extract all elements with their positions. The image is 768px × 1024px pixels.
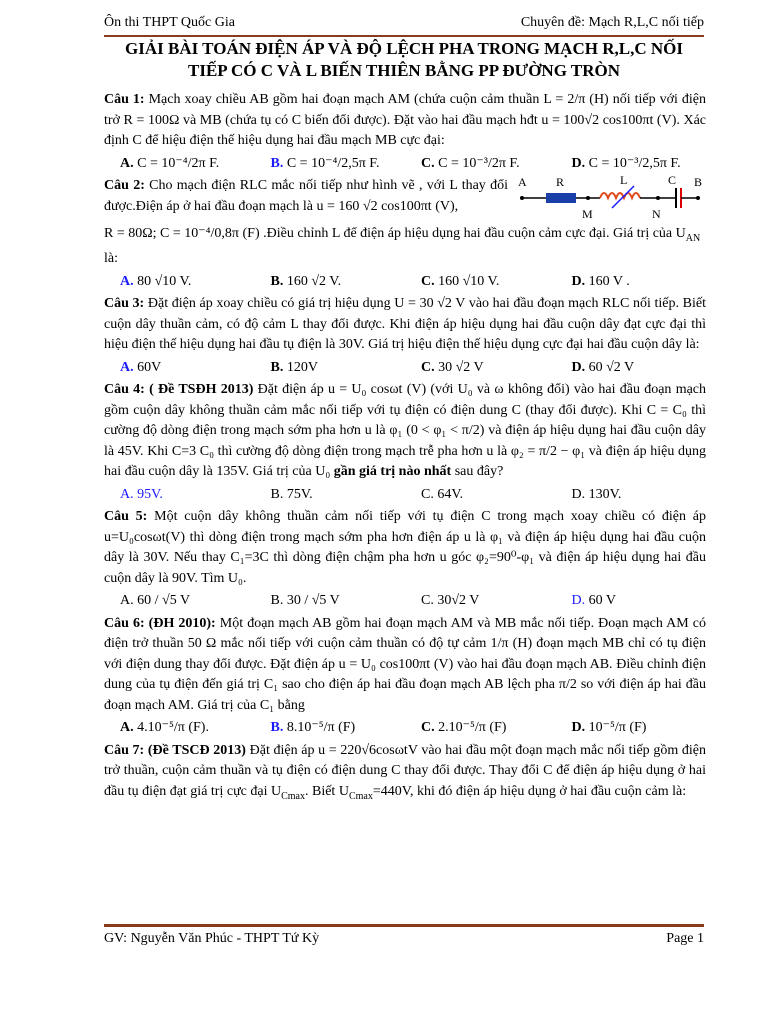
header-left: Ôn thi THPT Quốc Gia [104,15,235,30]
option-a: A. C = 10⁻⁴/2π F. [120,155,220,171]
label-m: M [582,207,593,221]
answer-options [104,272,706,293]
answer-options [104,718,706,739]
option-c: C. 30√2 V [421,593,480,609]
answer-options [104,591,706,612]
rlc-circuit-diagram [516,174,706,224]
question-text: Đặt điện áp u = U₀ cosωt (V) (với U₀ và ω không đổi) vào hai đầu đoạn mạch gồm cuộn dây không thuần cảm mắc nối tiếp với tụ điện có điện dung C (thay đổi được). Khi C = C₀ thì cường độ dòng điện trong mạch sớm pha hơn u là φ₁ (0 < φ₁ < π/2) và điện áp hiệu dụng hai đầu cuộn dây là 45V. Khi C=3 C₀ thì cường độ dòng điện trong mạch trễ pha hơn u là φ₂ = π/2 − φ₁ và điện áp hiệu dụng hai đầu cuộn dây là 135V. Giá trị của U₀ [104,382,707,480]
answer-options [104,485,706,506]
question-label: Câu 6: (ĐH 2010): [104,615,216,631]
option-b: B. 160 √2 V. [270,273,342,289]
option-a: A. 80 √10 V. [120,273,192,289]
answer-options [104,154,706,175]
question-label: Câu 1: [104,92,145,107]
label-c: C [668,174,677,187]
question-text: Đặt điện áp u = 220√6cosωtV vào hai đầu một đoạn mạch mắc nối tiếp gồm điện trở thuần, cuộn cảm thuần và tụ điện có điện dung C thay đổi được. Thay đổi C để điện áp hiệu dụng ở hai đầu tụ điện đạt giá trị cực đại U [104,742,706,799]
resistor-symbol [546,193,576,203]
option-b: B. 120V [270,359,318,375]
label-a: A [518,175,527,189]
question-text: Mạch xoay chiều AB gồm hai đoạn mạch AM (chứa cuộn cảm thuần L = 2/π (H) nối tiếp với điện trở R = 100Ω và MB (chứa tụ có C biến đổi được). Đặt vào hai đầu mạch hđt u = 100√2 cos100πt (V). Xác định C để hiệu điện thế hiệu dụng hai đầu mạch MB cực đại: [104,92,707,148]
option-c: C. 30 √2 V [421,359,484,375]
question-2: A R L C B M N Câu 2: Cho mạch điện RLC mắc nối tiếp như hình vẽ , với L thay đổi được.Điện áp ở hai đầu đoạn mạch là u = 160 √2 cos100πt (V), R = 80Ω; C = 10⁻⁴/0,8π (F) .Điều chỉnh L để điện áp hiệu dụng hai đầu cuộn cảm cực đại. Giá trị của $U_{AN}$ là: [104,176,706,270]
footer-author: GV: Nguyễn Văn Phúc - THPT Tứ Kỳ [104,931,320,946]
question-label: Câu 4: ( Đề TSĐH 2013) [104,382,254,398]
option-b: B. 8.10⁻⁵/π (F) [270,720,356,736]
question-text: Đặt điện áp xoay chiều có giá trị hiệu dụng U = 30 √2 V vào hai đầu đoạn mạch RLC nối tiếp. Biết cuộn dây thuần cảm, có độ cảm L thay đổi được. Khi điện áp hiệu dụng hai đầu cuộn dây đạt cực đại thì hiệu điện thế hiệu dụng hai đầu tụ điện là 30V. Giá trị hiệu điện thế hiệu dụng cực đại hai đầu cuộn dây là: [104,296,707,353]
option-d: D. C = 10⁻³/2,5π F. [571,155,681,171]
option-c: C. 2.10⁻⁵/π (F) [421,720,507,736]
option-d: D. 60 √2 V [571,359,635,375]
inductor-symbol [600,193,640,198]
page-header [104,15,704,37]
document-title: GIẢI BÀI TOÁN ĐIỆN ÁP VÀ ĐỘ LỆCH PHA TRONG MẠCH R,L,C NỐI TIẾP CÓ C VÀ L BIẾN THIÊN BẰNG PP ĐƯỜNG TRÒN [125,39,683,80]
option-a: A. 60 / √5 V [120,593,191,609]
label-l: L [620,174,628,187]
option-a: A. 95V. [120,486,163,502]
option-a: A. 60V [120,359,162,375]
question-text-3: là: [104,251,118,267]
option-c: C. 160 √10 V. [421,273,500,289]
question-1 [104,90,706,152]
answer-options [104,358,706,379]
question-label: Câu 5: [104,509,148,525]
option-d: D. 130V. [571,486,622,502]
question-label: Câu 7: (Đề TSCĐ 2013) [104,742,246,758]
option-d: D. 160 V . [571,273,630,289]
question-6 [104,614,706,717]
question-text: Cho mạch điện RLC mắc nối tiếp như hình vẽ , với L thay đổi được.Điện áp ở hai đầu đoạn mạch là u = 160 √2 cos100πt (V), [104,178,508,214]
option-a: A. 4.10⁻⁵/π (F). [120,720,209,736]
label-b: B [694,175,703,189]
question-text: Một cuộn dây không thuần cảm nối tiếp với tụ điện C trong mạch xoay chiều có điện áp u=U₀cosωt(V) thì dòng điện trong mạch sớm pha hơn điện áp u là φ₁ và điện áp hiệu dụng hai đầu cuộn dây là 30V. Nếu thay C₁=3C thì dòng điện chậm pha hơn u góc φ₂=90⁰-φ₁ và điện áp hiệu dụng hai đầu cuộn dây là 90V. Tìm U₀. [104,509,707,586]
option-d: D. 60 V [571,593,616,609]
label-n: N [652,207,661,221]
question-emphasis: gần giá trị nào nhất [333,464,452,480]
question-text-2: R = 80Ω; C = 10⁻⁴/0,8π (F) .Điều chỉnh L để điện áp hiệu dụng hai đầu cuộn cảm cực đại. Giá trị của U [104,226,686,241]
question-3 [104,294,706,356]
question-text: Một đoạn mạch AB gồm hai đoạn mạch AM và MB mắc nối tiếp. Đoạn mạch AM có điện trở thuần 50 Ω mắc nối tiếp với cuộn cảm thuần có độ tự cảm 1/π (H) đoạn mạch MB chỉ có tụ điện với điện dung thay đổi được. Đặt điện áp u = U₀ cos100πt (V) vào hai đầu đoạn mạch AB. Điều chỉnh điện dung của tụ điện đến giá trị C₁ sao cho điện áp hai đầu đoạn mạch AB lệch pha π/2 so với điện áp hai đầu đoạn mạch AM. Giá trị của C₁ bằng [104,615,707,713]
label-r: R [556,175,565,189]
option-b: B. 75V. [270,486,313,502]
question-4 [104,380,706,483]
header-right: Chuyên đề: Mạch R,L,C nối tiếp [520,15,704,30]
question-label: Câu 3: [104,296,145,312]
question-5 [104,507,706,589]
option-d: D. 10⁻⁵/π (F) [571,720,647,736]
option-c: C. 64V. [421,486,464,502]
question-label: Câu 2: [104,178,145,193]
question-7: Câu 7: (Đề TSCĐ 2013) Đặt điện áp u = 220√6cosωtV vào hai đầu một đoạn mạch mắc nối tiếp gồm điện trở thuần, cuộn cảm thuần và tụ điện có điện dung C thay đổi được. Thay đổi C để điện áp hiệu dụng ở hai đầu tụ điện đạt giá trị cực đại $U_{Cmax}$. Biết $U_{Cmax}=440V$, khi đó điện áp hiệu dụng ở hai đầu cuộn cảm là: [104,742,706,802]
question-tail: sau đây? [454,464,504,480]
question-list [104,90,706,807]
page-footer [104,924,704,951]
option-b: B. C = 10⁻⁴/2,5π F. [270,155,380,171]
option-b: B. 30 / √5 V [270,593,340,609]
page-number: Page 1 [666,931,704,946]
option-c: C. C = 10⁻³/2π F. [421,155,520,171]
